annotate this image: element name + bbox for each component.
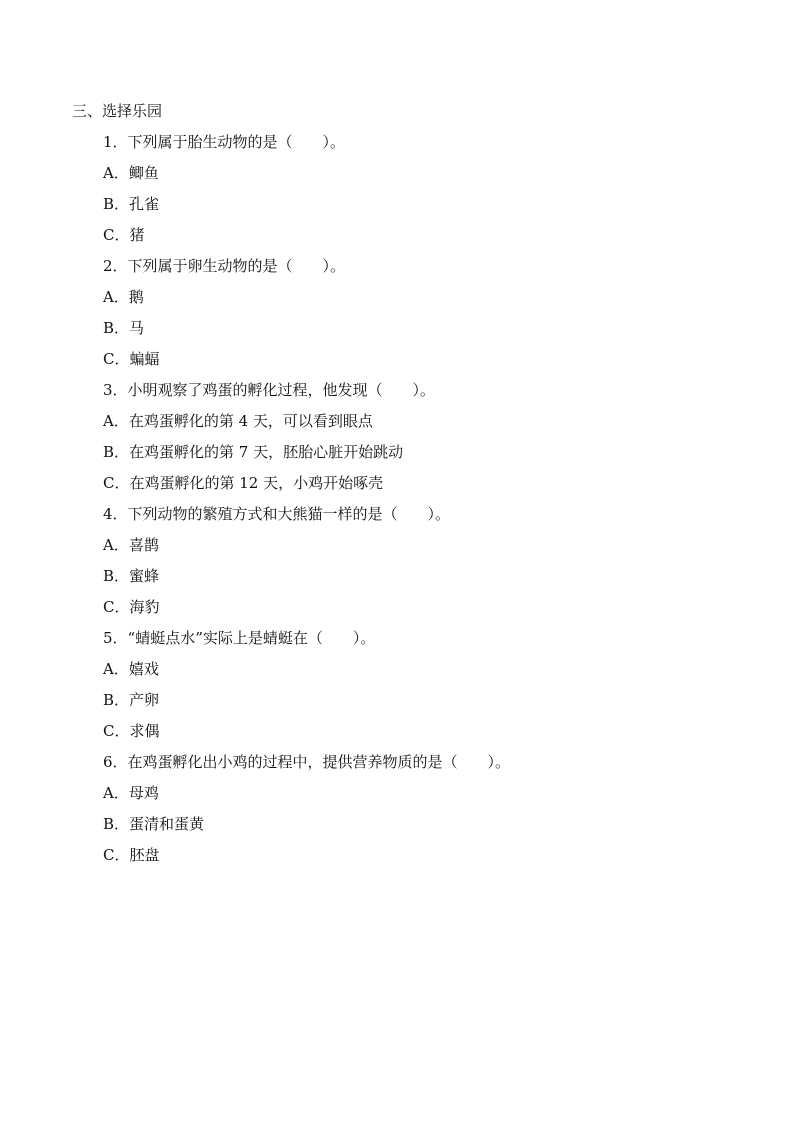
option-text: 鲫鱼 bbox=[128, 164, 159, 182]
question-4-option-b bbox=[103, 565, 743, 596]
option-letter: A． bbox=[103, 412, 129, 430]
question-text: 小明观察了鸡蛋的孵化过程，他发现（ ）。 bbox=[127, 381, 436, 399]
question-5-option-c bbox=[103, 720, 743, 751]
question-4-option-c bbox=[103, 596, 743, 627]
option-letter: C． bbox=[103, 474, 130, 492]
option-letter: B． bbox=[103, 195, 130, 213]
option-text: 嬉戏 bbox=[128, 660, 159, 678]
question-6-stem bbox=[103, 751, 743, 782]
option-letter: B． bbox=[103, 567, 130, 585]
question-3-option-a bbox=[103, 410, 743, 441]
question-number: 3． bbox=[103, 381, 128, 399]
section-title: 三、选择乐园 bbox=[72, 102, 163, 120]
option-letter: A． bbox=[103, 660, 129, 678]
option-text: 产卵 bbox=[129, 691, 160, 709]
option-text: 孔雀 bbox=[129, 195, 160, 213]
question-4-option-a bbox=[103, 534, 743, 565]
option-letter: C． bbox=[103, 226, 130, 244]
option-text: 蛋清和蛋黄 bbox=[129, 815, 205, 833]
question-number: 2． bbox=[103, 257, 128, 275]
option-letter: C． bbox=[103, 350, 130, 368]
question-2-stem bbox=[103, 255, 743, 286]
option-letter: C． bbox=[103, 598, 130, 616]
question-2-option-a bbox=[103, 286, 743, 317]
question-text: 下列属于卵生动物的是（ ）。 bbox=[127, 257, 346, 275]
question-3-stem bbox=[103, 379, 743, 410]
option-text: 猪 bbox=[129, 226, 145, 244]
option-text: 蜜蜂 bbox=[129, 567, 160, 585]
option-letter: A． bbox=[103, 288, 129, 306]
option-text: 胚盘 bbox=[129, 846, 160, 864]
option-letter: A． bbox=[103, 536, 129, 554]
question-5-stem bbox=[103, 627, 743, 658]
question-6-option-a bbox=[103, 782, 743, 813]
question-text: 下列动物的繁殖方式和大熊猫一样的是（ ）。 bbox=[127, 505, 451, 523]
question-2-option-c bbox=[103, 348, 743, 379]
option-text: 求偶 bbox=[129, 722, 160, 740]
option-letter: C． bbox=[103, 846, 130, 864]
option-text: 鹅 bbox=[128, 288, 144, 306]
option-text: 喜鹊 bbox=[128, 536, 159, 554]
question-number: 1． bbox=[103, 133, 128, 151]
question-6-option-c bbox=[103, 844, 743, 875]
option-letter: B． bbox=[103, 815, 130, 833]
question-text: 在鸡蛋孵化出小鸡的过程中，提供营养物质的是（ ）。 bbox=[127, 753, 511, 771]
option-text: 马 bbox=[129, 319, 145, 337]
question-3-option-c bbox=[103, 472, 743, 503]
question-number: 4． bbox=[103, 505, 128, 523]
question-2-option-b bbox=[103, 317, 743, 348]
question-list bbox=[103, 131, 743, 875]
question-text: “蜻蜓点水”实际上是蜻蜓在（ ）。 bbox=[127, 629, 376, 647]
question-1-option-c bbox=[103, 224, 743, 255]
option-letter: A． bbox=[103, 784, 129, 802]
option-text: 在鸡蛋孵化的第 4 天，可以看到眼点 bbox=[128, 412, 373, 430]
question-3-option-b bbox=[103, 441, 743, 472]
option-letter: B． bbox=[103, 443, 130, 461]
option-text: 在鸡蛋孵化的第 7 天，胚胎心脏开始跳动 bbox=[129, 443, 404, 461]
question-5-option-b bbox=[103, 689, 743, 720]
option-letter: B． bbox=[103, 691, 130, 709]
question-4-stem bbox=[103, 503, 743, 534]
question-1-option-b bbox=[103, 193, 743, 224]
option-letter: C． bbox=[103, 722, 130, 740]
question-text: 下列属于胎生动物的是（ ）。 bbox=[127, 133, 346, 151]
question-1-option-a bbox=[103, 162, 743, 193]
option-letter: A． bbox=[103, 164, 129, 182]
option-text: 海豹 bbox=[129, 598, 160, 616]
option-text: 母鸡 bbox=[128, 784, 159, 802]
question-5-option-a bbox=[103, 658, 743, 689]
question-6-option-b bbox=[103, 813, 743, 844]
option-letter: B． bbox=[103, 319, 130, 337]
question-number: 5． bbox=[103, 629, 128, 647]
option-text: 蝙蝠 bbox=[129, 350, 160, 368]
question-1-stem bbox=[103, 131, 743, 162]
question-number: 6． bbox=[103, 753, 128, 771]
option-text: 在鸡蛋孵化的第 12 天，小鸡开始啄壳 bbox=[129, 474, 384, 492]
